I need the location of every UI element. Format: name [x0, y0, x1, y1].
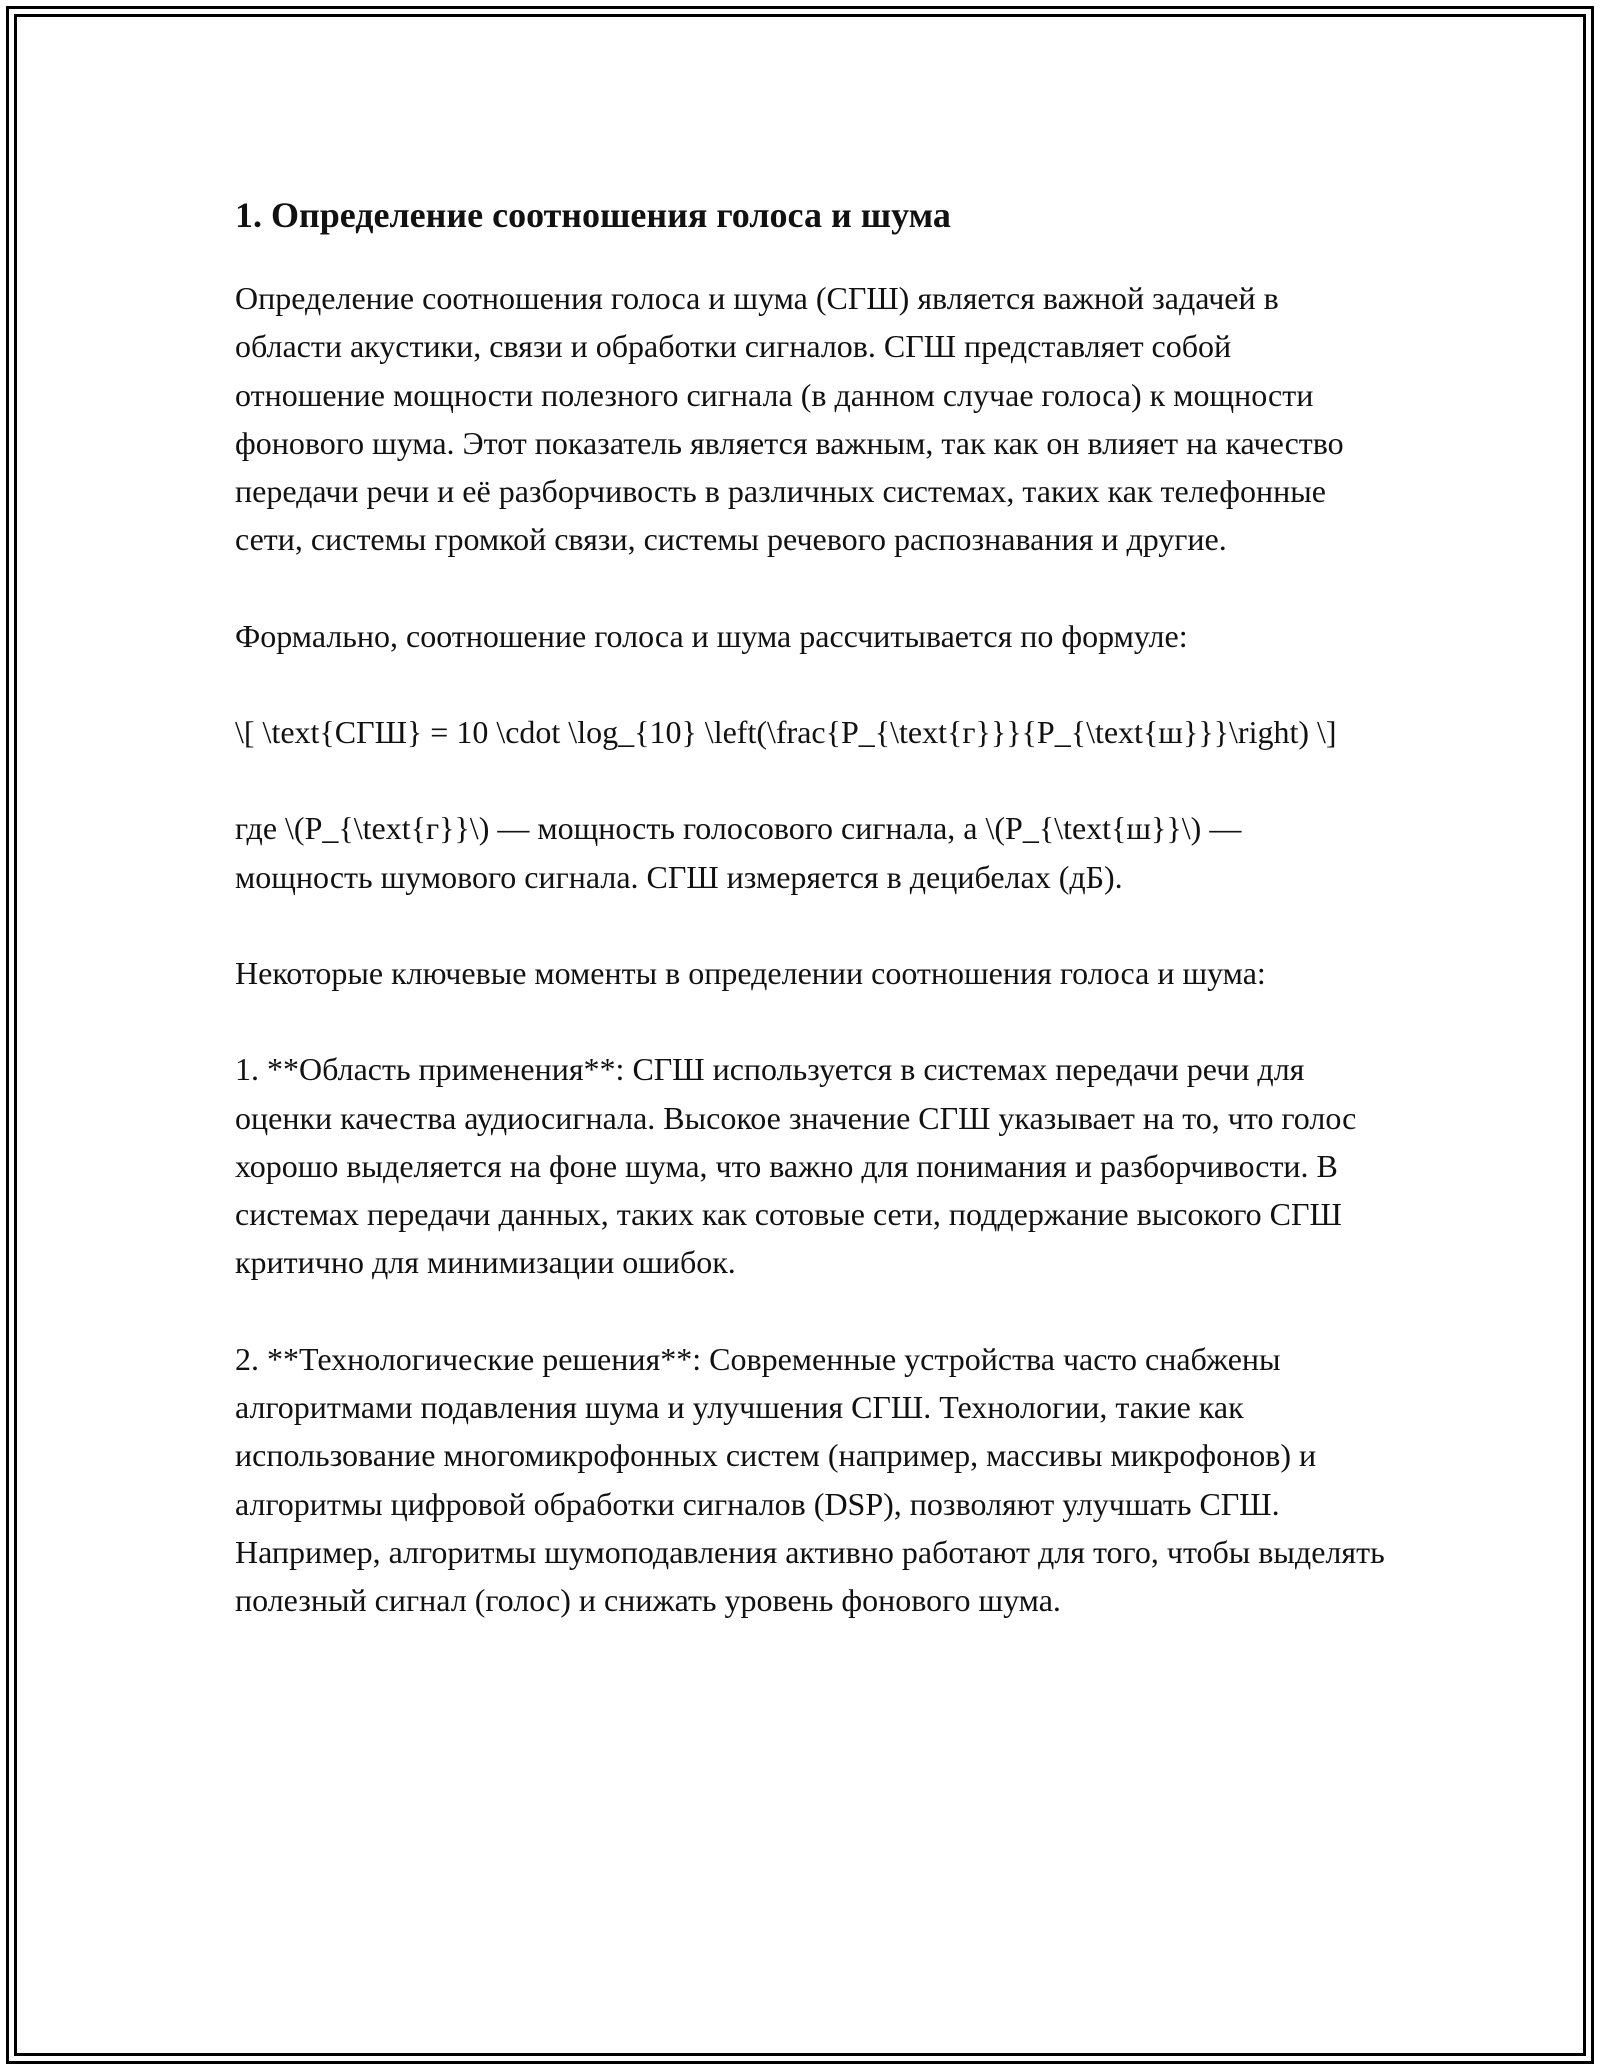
formula-explanation-paragraph: где \(P_{\text{г}}\) — мощность голосового сигнала, а \(P_{\text{ш}}\) — мощность шумового сигнала. СГШ измеряется в децибелах (дБ). [235, 810, 1242, 895]
key-point-1-paragraph: 1. **Область применения**: СГШ используется в системах передачи речи для оценки качества аудиосигнала. Высокое значение СГШ указывает на то, что голос хорошо выделяется на фоне шума, что важно для понимания и разборчивости. В системах передачи данных, таких как сотовые сети, поддержание высокого СГШ критично для минимизации ошибок. [235, 1051, 1357, 1281]
section-heading: 1. Определение соотношения голоса и шума [235, 195, 951, 235]
formula-paragraph: \[ \text{СГШ} = 10 \cdot \log_{10} \left(\frac{P_{\text{г}}}{P_{\text{ш}}}\right) \] [235, 714, 1337, 751]
key-point-2-paragraph: 2. **Технологические решения**: Современные устройства часто снабжены алгоритмами подавления шума и улучшения СГШ. Технологии, такие как использование многомикрофонных систем (например, массивы микрофонов) и алгоритмы цифровой обработки сигналов (DSP), позволяют улучшать СГШ. Например, алгоритмы шумоподавления активно работают для того, чтобы выделять полезный сигнал (голос) и снижать уровень фонового шума. [235, 1340, 1385, 1619]
document-body [235, 183, 1385, 1625]
intro-paragraph: Определение соотношения голоса и шума (СГШ) является важной задачей в области акустики, связи и обработки сигналов. СГШ представляет собой отношение мощности полезного сигнала (в данном случае голоса) к мощности фонового шума. Этот показатель является важным, так как он влияет на качество передачи речи и её разборчивость в различных системах, таких как телефонные сети, системы громкой связи, системы речевого распознавания и другие. [235, 280, 1344, 558]
formula-intro-paragraph: Формально, соотношение голоса и шума рассчитывается по формуле: [235, 617, 1188, 654]
key-points-intro-paragraph: Некоторые ключевые моменты в определении соотношения голоса и шума: [235, 954, 1266, 991]
